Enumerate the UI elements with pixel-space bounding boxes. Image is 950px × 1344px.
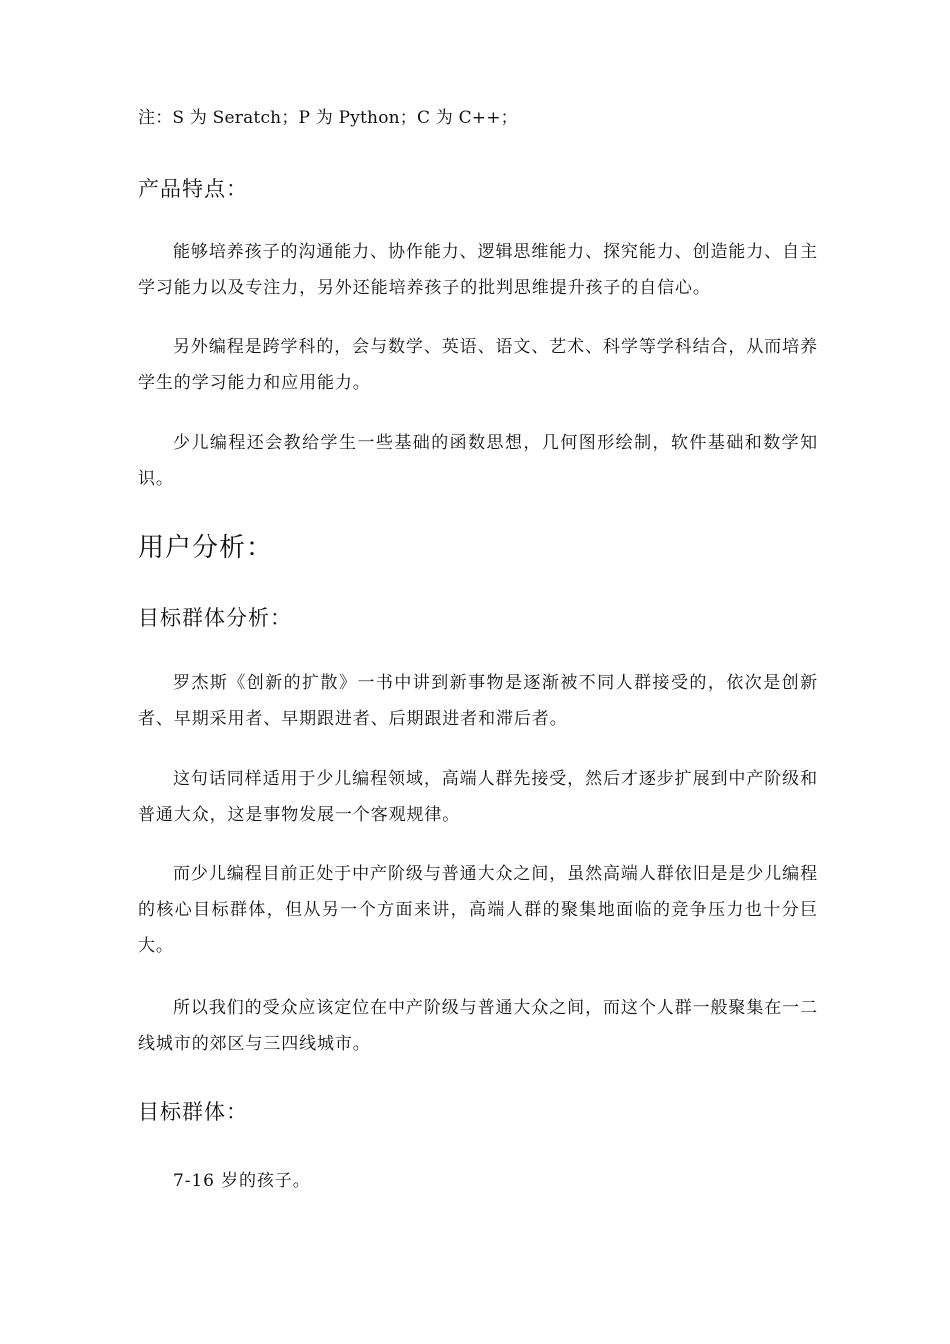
product-features-heading: 产品特点：: [138, 177, 248, 201]
target-group-analysis-paragraph-1: 罗杰斯《创新的扩散》一书中讲到新事物是逐渐被不同人群接受的，依次是创新者、早期采用者、早期跟进者、后期跟进者和滞后者。: [138, 673, 818, 729]
product-features-paragraph-2: 另外编程是跨学科的，会与数学、英语、语文、艺术、科学等学科结合，从而培养学生的学习能力和应用能力。: [138, 337, 818, 393]
user-analysis-heading: 用户分析：: [138, 533, 274, 563]
target-group-analysis-heading: 目标群体分析：: [138, 606, 292, 630]
target-group-paragraph-1: 7-16 岁的孩子。: [173, 1171, 311, 1191]
language-note: 注：S 为 Seratch；P 为 Python；C 为 C++；: [138, 108, 518, 128]
target-group-analysis-paragraph-2: 这句话同样适用于少儿编程领域，高端人群先接受，然后才逐步扩展到中产阶级和普通大众，这是事物发展一个客观规律。: [138, 769, 818, 825]
target-group-heading: 目标群体：: [138, 1100, 248, 1124]
target-group-analysis-paragraph-4: 所以我们的受众应该定位在中产阶级与普通大众之间，而这个人群一般聚集在一二线城市的郊区与三四线城市。: [138, 998, 818, 1054]
target-group-analysis-paragraph-3: 而少儿编程目前正处于中产阶级与普通大众之间，虽然高端人群依旧是是少儿编程的核心目标群体，但从另一个方面来讲，高端人群的聚集地面临的竞争压力也十分巨大。: [138, 864, 818, 956]
product-features-paragraph-1: 能够培养孩子的沟通能力、协作能力、逻辑思维能力、探究能力、创造能力、自主学习能力以及专注力，另外还能培养孩子的批判思维提升孩子的自信心。: [138, 242, 818, 298]
product-features-paragraph-3: 少儿编程还会教给学生一些基础的函数思想，几何图形绘制，软件基础和数学知识。: [138, 433, 818, 489]
